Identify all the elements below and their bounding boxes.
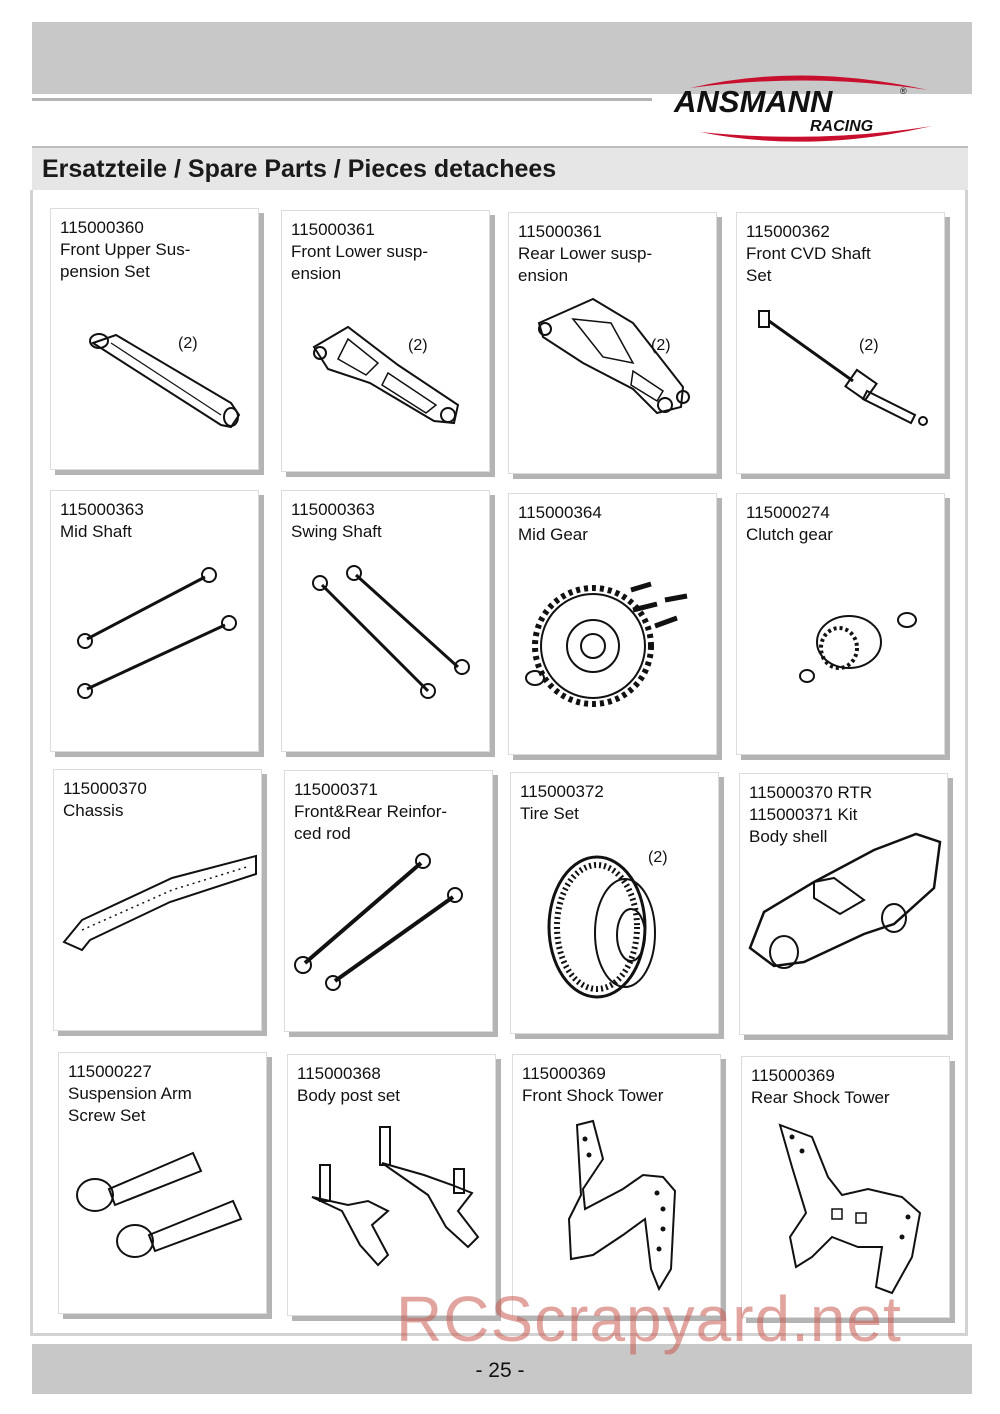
part-name-line: Front Lower susp- — [291, 242, 428, 261]
body-shell-drawing — [744, 828, 944, 978]
part-number: 115000369 — [751, 1066, 835, 1085]
part-qty: (2) — [859, 337, 879, 354]
part-number: 115000227 — [68, 1062, 152, 1081]
clutch-gear-drawing — [797, 604, 937, 694]
part-card — [508, 493, 717, 755]
part-number: 115000368 — [297, 1064, 381, 1083]
part-number: 115000363 — [60, 500, 144, 519]
part-number: 115000363 — [291, 500, 375, 519]
ansmann-racing-logo — [660, 68, 940, 144]
part-number: 115000371 — [294, 780, 378, 799]
part-name-line: Body shell — [749, 827, 828, 846]
part-card — [50, 490, 259, 752]
part-name-line: ension — [291, 264, 342, 283]
part-card — [58, 1052, 267, 1314]
part-name-line: pension Set — [60, 262, 150, 281]
part-name-line: Body post set — [297, 1086, 401, 1105]
part-name-line: Tire Set — [520, 804, 579, 823]
part-name-line: ension — [518, 266, 569, 285]
part-card — [741, 1056, 950, 1318]
mid-gear-drawing — [521, 570, 711, 720]
page-title: Ersatzteile / Spare Parts / Pieces detachees — [42, 155, 557, 183]
part-card — [736, 493, 945, 755]
part-qty: (2) — [651, 337, 671, 354]
header-rule — [32, 98, 652, 101]
part-card — [510, 772, 719, 1034]
part-number: 115000360 — [60, 218, 144, 237]
part-card — [53, 769, 262, 1031]
part-number: 115000372 — [520, 782, 604, 801]
part-number: 115000274 — [746, 503, 830, 522]
body-post-drawing — [308, 1115, 488, 1275]
title-bar — [32, 146, 968, 190]
part-card — [512, 1054, 721, 1316]
part-number: 115000369 — [522, 1064, 606, 1083]
page-number: - 25 - — [475, 1359, 525, 1382]
part-name-line: Front CVD Shaft — [746, 244, 871, 263]
part-name-line: Mid Shaft — [60, 522, 132, 541]
part-name-line: Rear Shock Tower — [751, 1088, 890, 1107]
part-name-line: Chassis — [63, 801, 124, 820]
part-name-line: Screw Set — [68, 1106, 146, 1125]
part-number: 115000361 — [291, 220, 375, 239]
rear-shock-tower-drawing — [772, 1117, 932, 1307]
tire-drawing — [541, 853, 681, 1003]
cvd-shaft-drawing — [757, 303, 937, 433]
part-name-line: Swing Shaft — [291, 522, 382, 541]
part-card — [736, 212, 945, 474]
upper-arm-drawing — [81, 319, 251, 429]
part-card — [281, 210, 490, 472]
brand-sub: RACING — [810, 118, 874, 135]
part-card — [284, 770, 493, 1032]
part-name-line: ced rod — [294, 824, 351, 843]
part-name-line: Suspension Arm — [68, 1084, 192, 1103]
part-number: 115000362 — [746, 222, 830, 241]
part-number: 115000361 — [518, 222, 602, 241]
mid-shaft-drawing — [75, 561, 245, 711]
chassis-drawing — [60, 850, 260, 960]
reinforced-rod-drawing — [291, 851, 481, 1001]
brand-name: ANSMANN — [674, 84, 833, 119]
part-card — [739, 773, 948, 1035]
registered-mark: ® — [900, 86, 907, 96]
part-name-line: Clutch gear — [746, 525, 833, 544]
part-name-line: Front Upper Sus- — [60, 240, 191, 259]
rear-lower-arm-drawing — [533, 293, 693, 423]
part-card — [287, 1054, 496, 1316]
part-number: 115000364 — [518, 503, 602, 522]
part-qty: (2) — [408, 337, 428, 354]
screw-set-drawing — [73, 1139, 253, 1269]
part-name-line: 115000371 Kit — [749, 805, 858, 824]
part-name-line: Rear Lower susp- — [518, 244, 653, 263]
part-name-line: Front&Rear Reinfor- — [294, 802, 448, 821]
front-lower-arm-drawing — [308, 319, 468, 429]
part-qty: (2) — [648, 849, 668, 866]
part-card — [50, 208, 259, 470]
part-number: 115000370 — [63, 779, 147, 798]
part-number: 115000370 RTR — [749, 783, 873, 802]
swing-shaft-drawing — [308, 563, 478, 703]
front-shock-tower-drawing — [563, 1119, 693, 1299]
part-name-line: Mid Gear — [518, 525, 588, 544]
part-qty: (2) — [178, 335, 198, 352]
part-name-line: Set — [746, 266, 772, 285]
part-card — [508, 212, 717, 474]
part-name-line: Front Shock Tower — [522, 1086, 664, 1105]
watermark: RCScrapyard.net — [396, 1283, 902, 1355]
part-card — [281, 490, 490, 752]
